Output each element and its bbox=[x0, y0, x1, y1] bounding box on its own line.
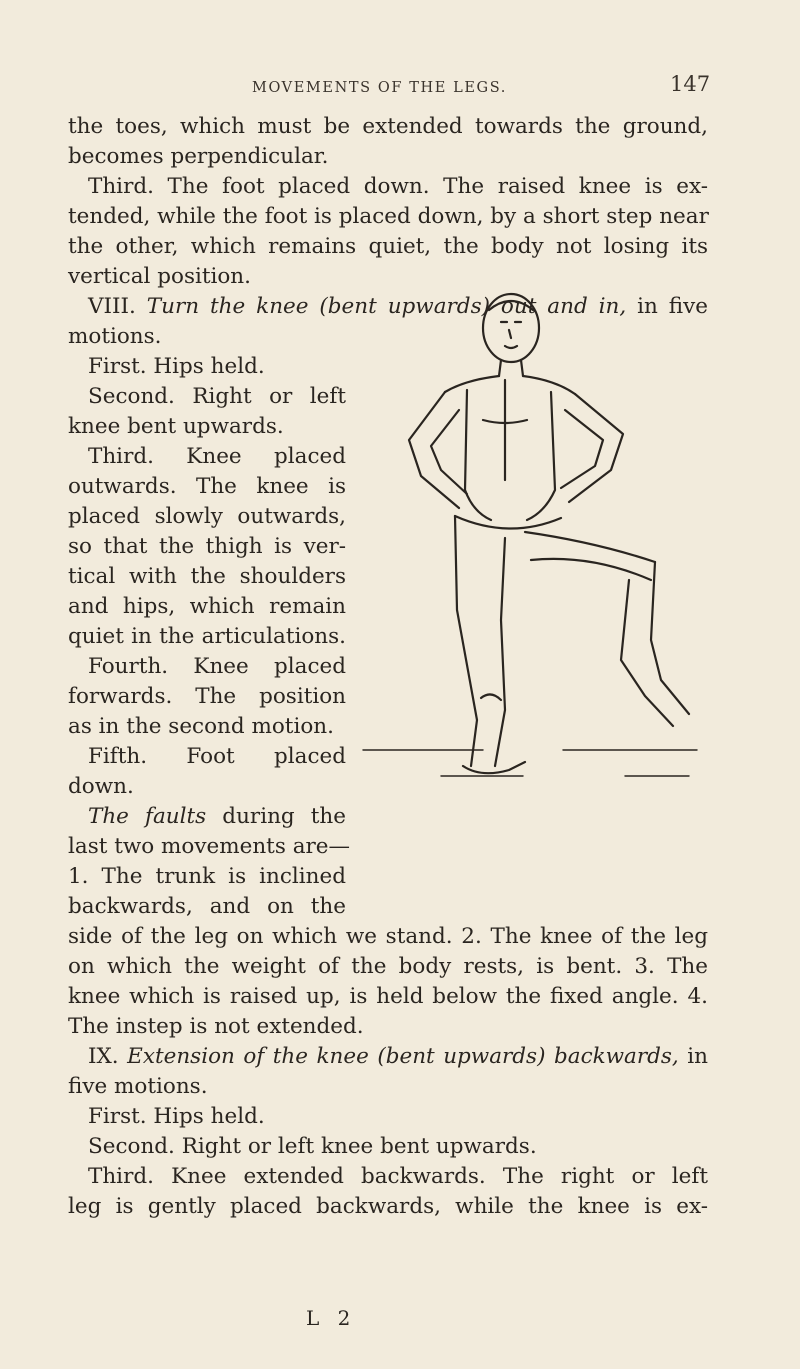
torso-left bbox=[465, 390, 491, 520]
text-line: Second. Right or left bbox=[88, 384, 346, 409]
text-line: five motions. bbox=[68, 1074, 208, 1099]
head-outline bbox=[483, 294, 539, 362]
raised-shin-outer bbox=[651, 562, 689, 714]
text-line: tical with the shoulders bbox=[68, 564, 346, 589]
text-line: The instep is not extended. bbox=[68, 1014, 364, 1039]
text-line: Fourth. Knee placed bbox=[88, 654, 346, 679]
text-line: Third. Knee placed bbox=[88, 444, 346, 469]
standing-figure-knee-raised-outward-icon bbox=[355, 280, 705, 790]
text-line: side of the leg on which we stand. 2. The knee of the leg bbox=[68, 924, 708, 949]
right-arm-inner bbox=[561, 410, 603, 488]
text-line: on which the weight of the body rests, is bent. 3. The bbox=[68, 954, 708, 979]
text-run: in bbox=[678, 1044, 708, 1069]
text-line: becomes perpendicular. bbox=[68, 144, 329, 169]
text-run: in five bbox=[626, 294, 708, 319]
text-line: the toes, which must be extended towards the ground, bbox=[68, 114, 708, 139]
text-line: vertical position. bbox=[68, 264, 251, 289]
italic-run: Extension of the knee (bent upwards) backwards, bbox=[127, 1044, 679, 1069]
hair-line bbox=[489, 301, 533, 310]
knee-mark bbox=[481, 694, 501, 700]
text-run: VIII. bbox=[88, 294, 147, 319]
standing-leg-outer bbox=[455, 516, 477, 766]
text-line bbox=[88, 802, 346, 832]
italic-run: The faults bbox=[88, 804, 207, 829]
text-line: forwards. The position bbox=[68, 684, 346, 709]
text-line: and hips, which remain bbox=[68, 594, 346, 619]
text-line: backwards, and on the bbox=[68, 894, 346, 919]
text-line: knee bent upwards. bbox=[68, 414, 284, 439]
left-arm-inner bbox=[431, 410, 467, 494]
text-run: IX. bbox=[88, 1044, 128, 1069]
torso-detail bbox=[483, 380, 527, 480]
text-line: placed slowly outwards, bbox=[68, 504, 346, 529]
text-line: leg is gently placed backwards, while the knee is ex- bbox=[68, 1194, 708, 1219]
text-line: quiet in the articulations. bbox=[68, 624, 346, 649]
raised-shin-inner bbox=[621, 580, 673, 726]
face-lines bbox=[501, 322, 521, 348]
right-arm-outer bbox=[569, 394, 623, 502]
text-line: so that the thigh is ver- bbox=[68, 534, 346, 559]
text-line: motions. bbox=[68, 324, 162, 349]
left-arm-outer bbox=[409, 392, 459, 508]
section-heading-ix bbox=[88, 1042, 708, 1072]
standing-leg-inner bbox=[495, 538, 505, 766]
page-number: 147 bbox=[670, 72, 711, 96]
shoulders bbox=[445, 376, 575, 394]
text-line: as in the second motion. bbox=[68, 714, 334, 739]
raised-thigh-bottom bbox=[531, 559, 651, 580]
text-line: Third. Knee extended backwards. The right or left bbox=[88, 1164, 708, 1189]
ground-lines bbox=[363, 750, 697, 776]
text-line: tended, while the foot is placed down, by a short step near bbox=[68, 204, 709, 229]
text-line: outwards. The knee is bbox=[68, 474, 346, 499]
raised-thigh-top bbox=[525, 532, 655, 562]
text-run: during the bbox=[206, 804, 346, 829]
italic-run: Turn the knee (bent upwards) out and in, bbox=[146, 294, 627, 319]
text-line: last two movements are— bbox=[68, 834, 351, 859]
running-title: MOVEMENTS OF THE LEGS. bbox=[252, 80, 507, 96]
torso-right bbox=[527, 392, 555, 520]
text-line: the other, which remains quiet, the body not losing its bbox=[68, 234, 708, 259]
text-line: Third. The foot placed down. The raised knee is ex- bbox=[88, 174, 708, 199]
hip-line bbox=[455, 516, 561, 529]
text-line: First. Hips held. bbox=[88, 1104, 265, 1129]
text-line: 1. The trunk is inclined bbox=[68, 864, 346, 889]
text-line: Fifth. Foot placed bbox=[88, 744, 346, 769]
text-line: down. bbox=[68, 774, 134, 799]
signature-mark: L 2 bbox=[306, 1306, 357, 1330]
text-line: Second. Right or left knee bent upwards. bbox=[88, 1134, 537, 1159]
text-line: First. Hips held. bbox=[88, 354, 265, 379]
text-line: knee which is raised up, is held below the fixed angle. 4. bbox=[68, 984, 708, 1009]
